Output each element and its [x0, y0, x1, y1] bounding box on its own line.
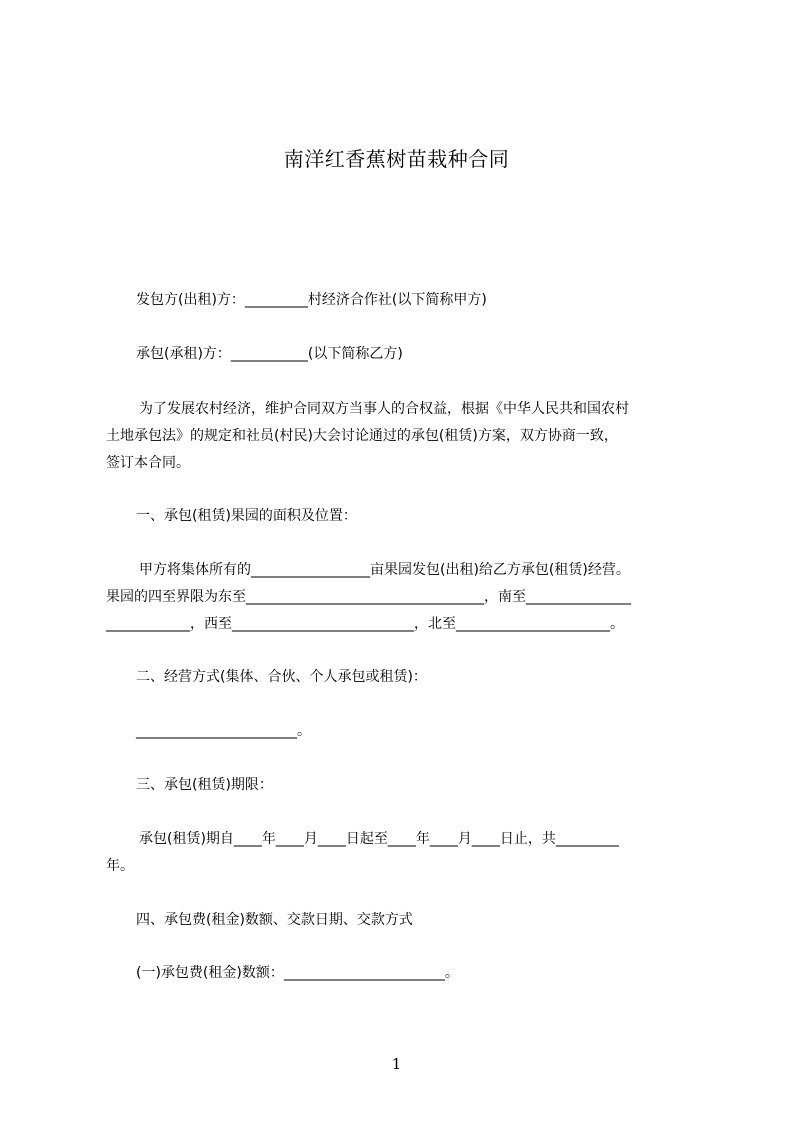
section-3-line-1: 承包(租赁)期自____年____月____日起至____年____月____日止，共_________: [139, 831, 619, 847]
party-a-line: 发包方(出租)方：_________村经济合作社(以下简称甲方): [136, 292, 487, 308]
party-b-line: 承包(承租)方：___________(以下简称乙方): [136, 346, 403, 362]
document-title: 南洋红香蕉树苗栽种合同: [283, 147, 510, 171]
section-1-heading: 一、承包(租赁)果园的面积及位置：: [136, 508, 357, 524]
section-1-line-1: 甲方将集体所有的_________________亩果园发包(出租)给乙方承包(租赁)经营。: [139, 562, 630, 578]
section-1-line-3: ____________，西至__________________________，北至______________________。: [106, 616, 624, 632]
section-2-heading: 二、经营方式(集体、合伙、个人承包或租赁)：: [136, 669, 427, 685]
section-2-blank: _______________________。: [136, 723, 311, 739]
section-4-item-1: (一)承包费(租金)数额：_______________________。: [136, 965, 459, 981]
page-number: 1: [391, 1055, 402, 1073]
preamble-line-1: 为了发展农村经济，维护合同双方当事人的合权益，根据《中华人民共和国农村: [139, 401, 629, 417]
section-3-line-2: 年。: [106, 858, 134, 874]
section-3-heading: 三、承包(租赁)期限：: [136, 777, 273, 793]
preamble-line-3: 签订本合同。: [106, 455, 190, 471]
preamble-line-2: 土地承包法》的规定和社员(村民)大会讨论通过的承包(租赁)方案，双方协商一致，: [106, 428, 618, 444]
section-1-line-2: 果园的四至界限为东至__________________________________，南至_______________: [106, 589, 631, 605]
section-4-heading: 四、承包费(租金)数额、交款日期、交款方式: [136, 912, 413, 928]
